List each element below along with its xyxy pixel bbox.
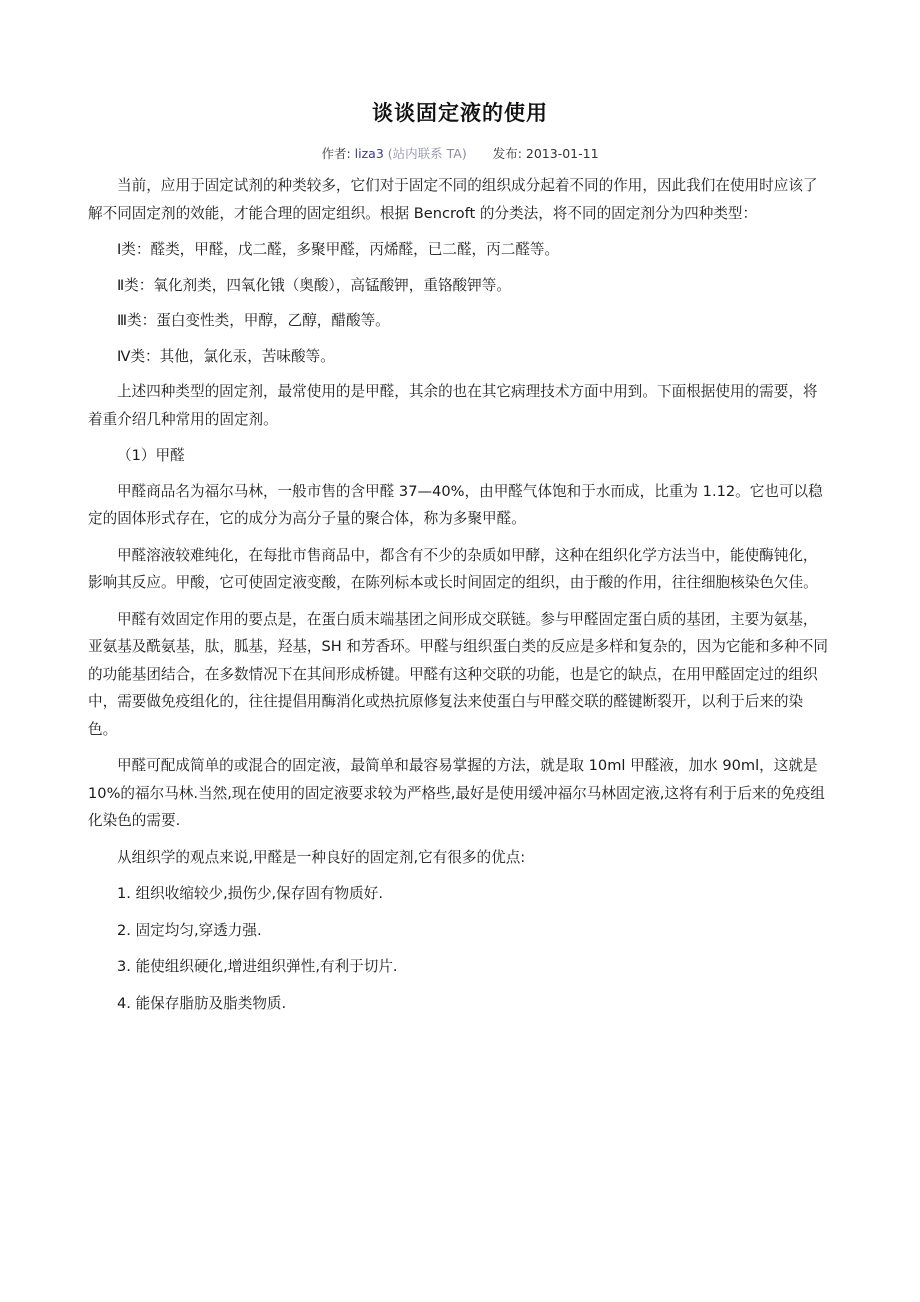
- author-name[interactable]: liza3: [354, 146, 384, 161]
- list-item: 3. 能使组织硬化,增进组织弹性,有利于切片.: [117, 958, 398, 975]
- paragraph: Ⅱ类：氧化剂类，四氧化锇（奥酸），高锰酸钾，重铬酸钾等。: [117, 276, 511, 294]
- list-item: 2. 固定均匀,穿透力强.: [117, 921, 262, 939]
- paragraph: Ⅲ类：蛋白变性类，甲醇，乙醇，醋酸等。: [117, 312, 390, 329]
- paragraph: 甲醛溶液较难纯化，在每批市售商品中，都含有不少的杂质如甲酵，这种在组织化学方法当中，能使酶钝化，影响其反应。甲酸，它可使固定液变酸，在陈列标本或长时间固定的组织，由于酸的作用，往往细胞核染色欠佳。: [88, 546, 818, 591]
- paragraph: 甲醛有效固定作用的要点是，在蛋白质末端基团之间形成交联链。参与甲醛固定蛋白质的基团，主要为氨基，亚氨基及酰氨基，肽，胍基，羟基，SH 和芳香环。甲醛与组织蛋白类的反应是多样和复杂的，因为它能和多种不同的功能基团结合，在多数情况下在其间形成桥键。甲醛有这种交联的功能，也是它的缺点，在用甲醛固定过的组织中，需要做免疫组化的，往往提倡用酶消化或热抗原修复法来使蛋白与甲醛交联的醛键断裂开，以利于后来的染色。: [88, 610, 828, 738]
- paragraph: 上述四种类型的固定剂，最常使用的是甲醛，其余的也在其它病理技术方面中用到。下面根据使用的需要，将着重介绍几种常用的固定剂。: [88, 383, 818, 428]
- list-item: 1. 组织收缩较少,损伤少,保存固有物质好.: [117, 885, 383, 902]
- paragraph: Ⅰ类：醛类，甲醛，戊二醛，多聚甲醛，丙烯醛，已二醛，丙二醛等。: [117, 241, 560, 258]
- section-heading: （1）甲醛: [117, 447, 185, 464]
- list-item: 4. 能保存脂肪及脂类物质.: [117, 994, 287, 1012]
- article-body: [88, 172, 828, 1026]
- publish-label: 发布:: [492, 146, 522, 161]
- paragraph: 当前，应用于固定试剂的种类较多，它们对于固定不同的组织成分起着不同的作用，因此我们在使用时应该了解不同固定剂的效能，才能合理的固定组织。根据 Bencroft 的分类法，将不同的固定剂分为四种类型：: [88, 177, 818, 222]
- contact-link[interactable]: (站内联系 TA): [387, 146, 467, 161]
- paragraph: Ⅳ类：其他，氯化汞，苦味酸等。: [117, 347, 335, 365]
- author-label: 作者:: [321, 146, 351, 161]
- paragraph: 甲醛可配成简单的或混合的固定液，最简单和最容易掌握的方法，就是取 10ml 甲醛液，加水 90ml，这就是 10%的福尔马林.当然,现在使用的固定液要求较为严格些,最好是使用缓冲福尔马林固定液,这将有利于后来的免疫组化染色的需要.: [88, 757, 825, 829]
- article-meta: [0, 144, 920, 162]
- publish-date: 2013-01-11: [525, 146, 599, 161]
- page-title: 谈谈固定液的使用: [372, 101, 548, 125]
- paragraph: 甲醛商品名为福尔马林，一般市售的含甲醛 37—40%，由甲醛气体饱和于水而成，比重为 1.12。它也可以稳定的固体形式存在，它的成分为高分子量的聚合体，称为多聚甲醛。: [88, 482, 823, 527]
- paragraph: 从组织学的观点来说,甲醛是一种良好的固定剂,它有很多的优点:: [117, 848, 526, 866]
